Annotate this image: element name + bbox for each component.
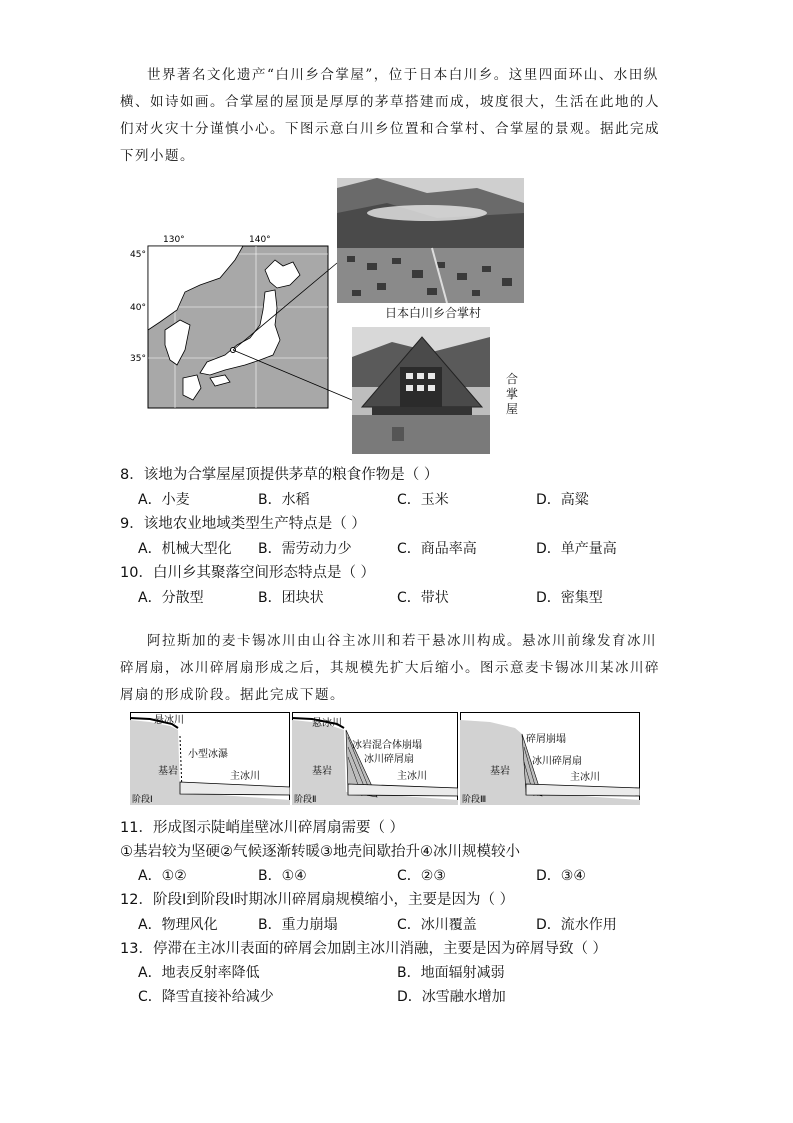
q10-option-b[interactable]: B．团块状: [258, 590, 324, 606]
q10-option-c[interactable]: C．带状: [397, 590, 449, 606]
q12-option-a[interactable]: A．物理风化: [138, 917, 218, 933]
q11-option-c[interactable]: C．②③: [397, 868, 446, 884]
village-caption: 日本白川乡合掌村: [385, 306, 482, 320]
question-10-stem: 10．白川乡其聚落空间形态特点是（ ）: [120, 565, 376, 581]
q9-option-c[interactable]: C．商品率高: [397, 541, 477, 557]
q12-option-c[interactable]: C．冰川覆盖: [397, 917, 477, 933]
village-photo: [337, 178, 524, 303]
q9-option-b[interactable]: B．需劳动力少: [258, 541, 352, 557]
passage-mccarthy-glacier: 阿拉斯加的麦卡锡冰川由山谷主冰川和若干悬冰川构成。悬冰川前缘发育冰川碎屑扇，冰川碎屑扇形成之后，其规模先扩大后缩小。图示意麦卡锡冰川某冰川碎屑扇的形成阶段。据此完成下题。: [120, 633, 660, 703]
q12-option-b[interactable]: B．重力崩塌: [258, 917, 338, 933]
glacier-stage-3: [460, 712, 640, 805]
s1-bedrock-label: 基岩: [158, 766, 178, 777]
s3-stage-label: 阶段Ⅲ: [462, 795, 487, 805]
q9-option-d[interactable]: D．单产量高: [536, 541, 617, 557]
s2-main-glacier-label: 主冰川: [397, 771, 427, 782]
lat-label-40: 40°: [130, 303, 146, 313]
s3-main-glacier-label: 主冰川: [570, 772, 600, 783]
q12-option-d[interactable]: D．流水作用: [536, 917, 617, 933]
glacier-stage-1: [130, 712, 290, 805]
lon-label-130: 130°: [163, 235, 185, 245]
q9-option-a[interactable]: A．机械大型化: [138, 541, 232, 557]
s2-collapse-label: 冰岩混合体崩塌: [352, 740, 422, 751]
q8-option-a[interactable]: A．小麦: [138, 492, 190, 508]
question-9-stem: 9．该地农业地域类型生产特点是（ ）: [120, 516, 366, 532]
s3-fan-label: 冰川碎屑扇: [532, 756, 582, 767]
s2-stage-label: 阶段Ⅱ: [294, 795, 317, 805]
question-13-stem: 13．停滞在主冰川表面的碎屑会加剧主冰川消融，主要是因为碎屑导致（ ）: [120, 941, 608, 957]
q8-option-d[interactable]: D．高粱: [536, 492, 589, 508]
glacier-stage-2: [292, 712, 458, 805]
q11-option-b[interactable]: B．①④: [258, 868, 307, 884]
house-caption: 合掌屋: [506, 372, 519, 416]
question-11-stem: 11．形成图示陡峭崖壁冰川碎屑扇需要（ ）: [120, 820, 405, 836]
passage-shirakawa: 世界著名文化遗产“白川乡合掌屋”，位于日本白川乡。这里四面环山、水田纵横、如诗如画。合掌屋的屋顶是厚厚的茅草搭建而成，坡度很大，生活在此地的人们对火灾十分谨慎小心。下图示意白川乡位置和合掌村、合掌屋的景观。据此完成下列小题。: [120, 67, 660, 164]
s1-stage-label: 阶段Ⅰ: [132, 795, 153, 805]
s2-bedrock-label: 基岩: [312, 766, 332, 777]
question-12-stem: 12．阶段Ⅰ到阶段Ⅰ时期冰川碎屑扇规模缩小，主要是因为（ ）: [120, 892, 515, 908]
q11-option-d[interactable]: D．③④: [536, 868, 586, 884]
lat-label-35: 35°: [130, 354, 146, 364]
s1-icefall-label: 小型冰瀑: [188, 749, 228, 760]
q13-option-c[interactable]: C．降雪直接补给减少: [138, 989, 274, 1005]
q8-option-b[interactable]: B．水稻: [258, 492, 310, 508]
q13-option-a[interactable]: A．地表反射率降低: [138, 965, 260, 981]
question-11-statements: ①基岩较为坚硬②气候逐渐转暖③地壳间歇抬升④冰川规模较小: [120, 844, 520, 860]
q8-option-c[interactable]: C．玉米: [397, 492, 449, 508]
q10-option-d[interactable]: D．密集型: [536, 590, 603, 606]
question-8-stem: 8．该地为合掌屋屋顶提供茅草的粮食作物是（ ）: [120, 467, 439, 483]
lon-label-140: 140°: [249, 235, 271, 245]
s2-hanging-glacier-label: 悬冰川: [312, 718, 342, 729]
gassho-house-photo: [352, 327, 490, 454]
q11-option-a[interactable]: A．①②: [138, 868, 187, 884]
s1-hanging-glacier-label: 悬冰川: [154, 715, 184, 726]
q10-option-a[interactable]: A．分散型: [138, 590, 204, 606]
lat-label-45: 45°: [130, 250, 146, 260]
s1-main-glacier-label: 主冰川: [230, 771, 260, 782]
s3-collapse-label: 碎屑崩塌: [526, 734, 566, 745]
s3-bedrock-label: 基岩: [490, 766, 510, 777]
q13-option-d[interactable]: D．冰雪融水增加: [397, 989, 506, 1005]
s2-fan-label: 冰川碎屑扇: [364, 754, 414, 765]
q13-option-b[interactable]: B．地面辐射减弱: [397, 965, 505, 981]
